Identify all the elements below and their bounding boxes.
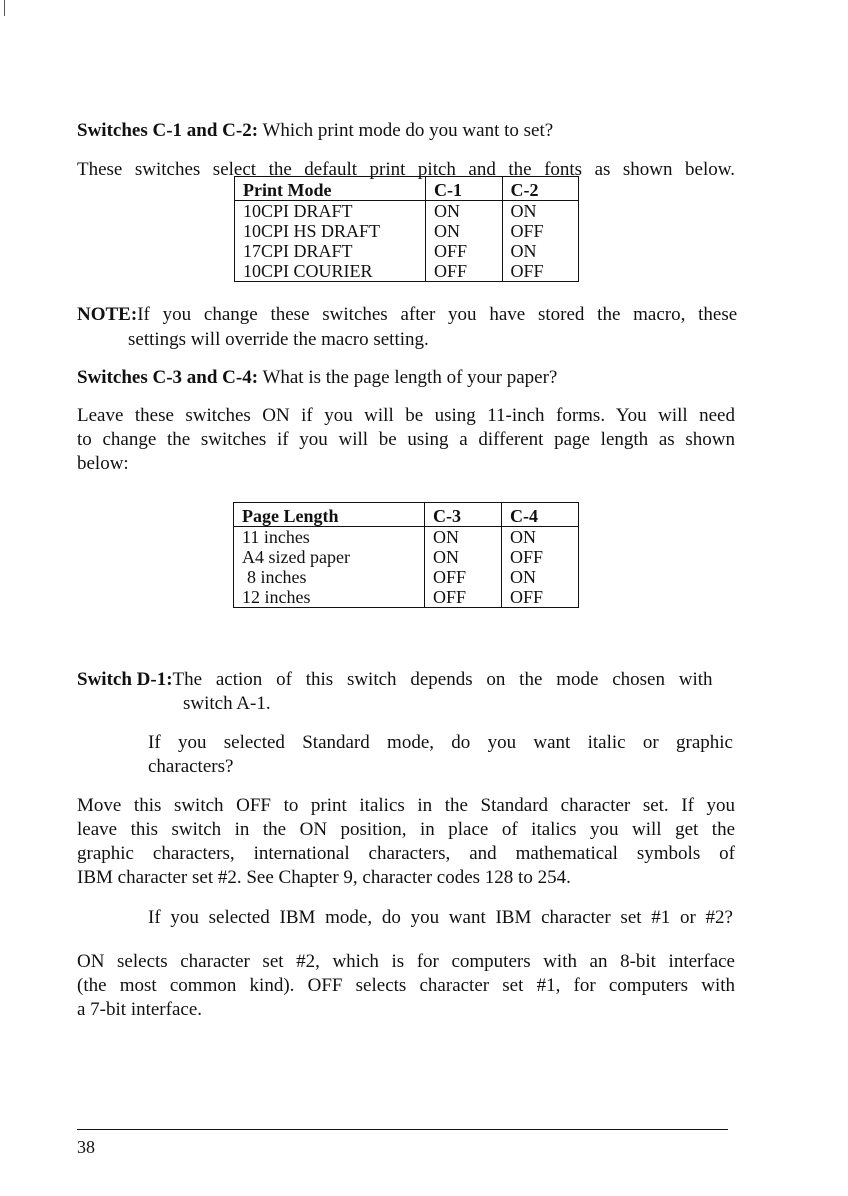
table-row [234,587,579,608]
cell: 8 inches [234,567,425,587]
cell: A4 sized paper [234,547,425,567]
page-length-table [233,502,579,608]
cell: 11 inches [234,527,425,548]
cell: ON [426,221,503,241]
section-heading: Switches C-3 and C-4: [77,367,259,388]
cell: OFF [426,241,503,261]
paragraph-line: Leave these switches ON if you will be using 11-inch forms. You will need [77,405,735,426]
table-header: C-4 [502,503,579,527]
note [77,304,738,326]
cell: OFF [502,547,579,567]
cell: 17CPI DRAFT [235,241,426,261]
cell: ON [502,567,579,587]
table-header: C-2 [502,177,579,201]
paragraph-line: IBM character set #2. See Chapter 9, character codes 128 to 254. [77,867,571,888]
cell: OFF [502,221,579,241]
cell: 10CPI DRAFT [235,201,426,222]
paragraph-line: leave this switch in the ON position, in place of italics you will get the [77,819,735,840]
cell: OFF [425,567,502,587]
cell: OFF [502,587,579,608]
cell: OFF [425,587,502,608]
paragraph-line: ON selects character set #2, which is for computers with an 8-bit interface [77,951,735,972]
cell: OFF [426,261,503,282]
cell: OFF [502,261,579,282]
section-question: The action of this switch depends on the mode chosen with [172,669,713,690]
note-text: If you change these switches after you have stored the macro, these [137,304,738,325]
page-number: 38 [77,1137,95,1157]
section-heading: Switches C-1 and C-2: [77,120,259,141]
cell: ON [502,241,579,261]
table-row [234,527,579,548]
margin-mark [4,0,5,16]
table-row [235,221,579,241]
table-header: C-3 [425,503,502,527]
paragraph-line: graphic characters, international characters, and mathematical symbols of [77,843,735,864]
paragraph-line: (the most common kind). OFF selects character set #1, for computers with [77,975,735,996]
question-line: If you selected Standard mode, do you want italic or graphic [148,732,733,753]
print-mode-table [234,176,579,282]
paragraph-line: a 7-bit interface. [77,999,203,1020]
section-c1-c2 [77,120,735,142]
cell: ON [502,201,579,222]
question-line: If you selected IBM mode, do you want IBM character set #1 or #2? [148,907,733,928]
table-header: C-1 [426,177,503,201]
note-text: settings will override the macro setting. [128,329,429,350]
table-row [234,567,579,587]
question-line: characters? [148,756,234,777]
section-d1 [77,669,735,691]
paragraph: These switches select the default print pitch and the fonts as shown below. [77,159,735,180]
cell: 12 inches [234,587,425,608]
table-row [234,547,579,567]
cell: ON [502,527,579,548]
cell: ON [426,201,503,222]
paragraph-line: switch A-1. [183,693,271,714]
table-row [235,261,579,282]
section-c3-c4 [77,367,735,389]
table-row [235,241,579,261]
paragraph-line: to change the switches if you will be using a different page length as shown [77,429,735,450]
paragraph-line: Move this switch OFF to print italics in the Standard character set. If you [77,795,735,816]
section-question: Which print mode do you want to set? [258,120,554,141]
table-row [235,201,579,222]
cell: 10CPI COURIER [235,261,426,282]
cell: 10CPI HS DRAFT [235,221,426,241]
paragraph-line: below: [77,453,129,474]
section-question: What is the page length of your paper? [258,367,558,388]
section-heading: Switch D-1: [77,669,173,690]
cell: ON [425,527,502,548]
table-header: Page Length [234,503,425,527]
note-label: NOTE: [77,304,138,325]
cell: ON [425,547,502,567]
footer-rule [77,1129,728,1130]
table-header: Print Mode [235,177,426,201]
